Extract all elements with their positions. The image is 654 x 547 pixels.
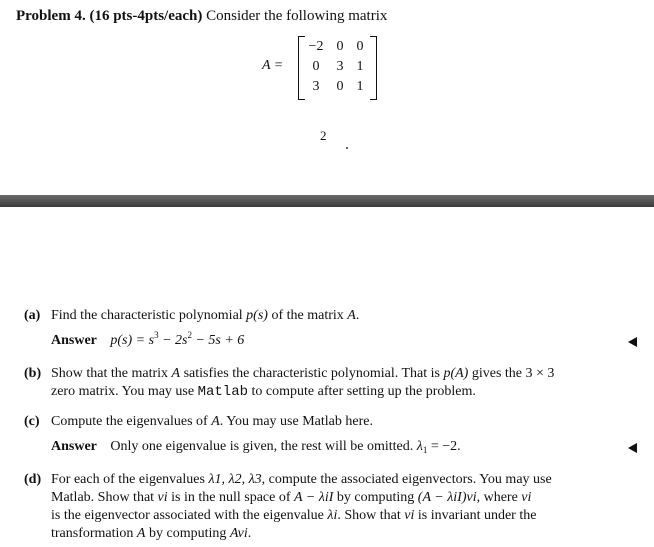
part-c-question: Compute the eigenvalues of A. You may use Matlab here. xyxy=(51,414,373,429)
matrix-cell: 3 xyxy=(312,79,320,94)
answer-marker-icon xyxy=(628,337,637,347)
matrix-cell: 0 xyxy=(356,39,364,54)
stray-dot xyxy=(346,147,348,149)
part-d xyxy=(24,471,642,541)
matrix-cell: 0 xyxy=(312,59,320,74)
answer-marker-icon xyxy=(628,443,637,453)
stray-number: 2 xyxy=(320,128,327,143)
part-b-question: Show that the matrix A satisfies the characteristic polynomial. That is p(A) gives the 3 × 3 zero matrix. You may use Matlab to compute after setting up the problem. xyxy=(51,366,555,400)
matrix-cell: −2 xyxy=(308,39,324,54)
part-c xyxy=(24,413,642,431)
problem-points: (16 pts-4pts/each) xyxy=(89,8,203,24)
part-b xyxy=(24,365,642,400)
part-c-answer: Answer Only one eigenvalue is given, the rest will be omitted. $\lambda_1 = -2$. xyxy=(51,439,461,455)
matrix-label: A = xyxy=(262,58,284,73)
matrix-grid xyxy=(302,38,370,96)
answer-label: Answer xyxy=(51,439,97,454)
matrix-right-bracket xyxy=(370,36,377,100)
part-c-tag: (c) xyxy=(24,414,40,429)
divider-bar xyxy=(0,195,654,207)
matrix-cell: 1 xyxy=(356,59,364,74)
matrix-cell: 0 xyxy=(336,39,344,54)
matrix-cell: 3 xyxy=(336,59,344,74)
answer-label: Answer xyxy=(51,333,97,348)
matrix-cell: 0 xyxy=(336,79,344,94)
problem-intro: Consider the following matrix xyxy=(206,8,388,24)
part-b-tag: (b) xyxy=(24,366,42,381)
problem-header xyxy=(16,8,387,25)
matrix-cell: 1 xyxy=(356,79,364,94)
part-a-answer: Answer $p(s) = s^3 - 2s^2 - 5s + 6$ xyxy=(51,330,245,348)
part-d-tag: (d) xyxy=(24,472,42,487)
part-a-tag: (a) xyxy=(24,308,41,323)
part-a-question: Find the characteristic polynomial p(s) of the matrix A. xyxy=(51,308,360,323)
problem-number: Problem 4. xyxy=(16,8,86,24)
part-a xyxy=(24,307,642,325)
part-d-question: For each of the eigenvalues λ1, λ2, λ3, compute the associated eigenvectors. You may use Matlab. Show that vi is in the null space of A − λiI by computing (A − λiI)vi, where vi is the eigenvector associated with the eigenvalue λi. Show that vi is invariant under the transformation A by computing Avi. xyxy=(51,472,552,541)
